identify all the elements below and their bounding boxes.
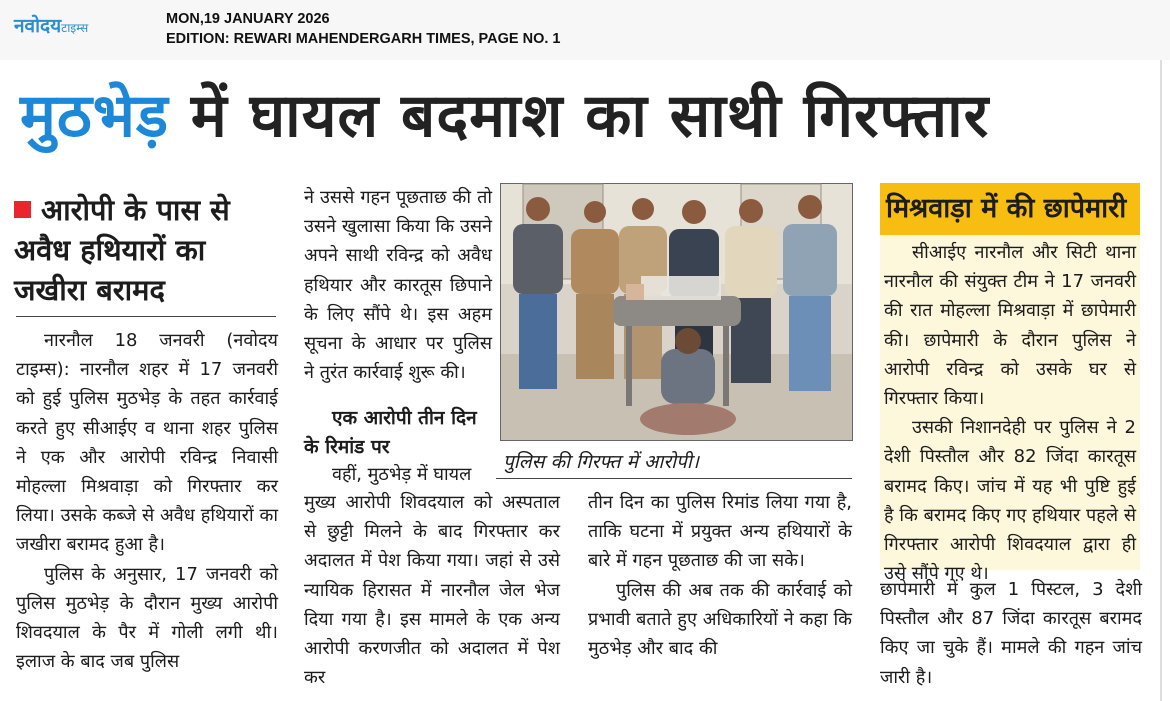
- headline-rest: में घायल बदमाश का साथी गिरफ्तार: [190, 81, 990, 151]
- left-column-body: [16, 326, 278, 696]
- headline-highlight: मुठभेड़: [20, 81, 170, 151]
- paragraph: ने उससे गहन पूछताछ की तो उसने खुलासा किया कि उसने अपने साथी रविन्द्र को अवैध हथियार और कारतूस छिपाने के लिए सौंपे थे। इस अहम सूचना के आधार पर पुलिस ने तुरंत कार्रवाई शुरू की।: [304, 187, 492, 384]
- middle-bottom-left: [304, 488, 560, 693]
- paragraph: सीआईए नारनौल और सिटी थाना नारनौल की संयुक्त टीम ने 17 जनवरी की रात मोहल्ला मिश्रवाड़ा में छापेमारी की। छापेमारी के दौरान पुलिस ने आरोपी रविन्द्र को उसके घर से गिरफ्तार किया।: [884, 242, 1136, 410]
- main-headline: [20, 78, 1150, 154]
- paragraph: तीन दिन का पुलिस रिमांड लिया गया है, ताकि घटना में प्रयुक्त अन्य हथियारों के बारे में गहन पूछताछ की जा सके।: [588, 492, 852, 572]
- top-bar: [0, 0, 1170, 60]
- police-group-photo: [501, 184, 852, 440]
- paragraph: छापेमारी में कुल 1 पिस्टल, 3 देशी पिस्तौल और 87 जिंदा कारतूस बरामद किए जा चुके हैं। मामले की गहन जांच जारी है।: [880, 579, 1142, 688]
- logo-main: नवोदय: [14, 15, 62, 37]
- left-subheadline-text: आरोपी के पास से अवैध हथियारों का जखीरा बरामद: [14, 193, 230, 307]
- paragraph: नारनौल 18 जनवरी (नवोदय टाइम्स): नारनौल शहर में 17 जनवरी को हुई पुलिस मुठभेड़ के तहत कार्रवाई करते हुए सीआईए व थाना शहर पुलिस ने एक और आरोपी रविन्द्र निवासी मोहल्ला मिश्रवाड़ा को गिरफ्तार कर लिया। उसके कब्जे से अवैध हथियारों का जखीरा बरामद हुआ है।: [16, 330, 278, 556]
- paragraph: पुलिस की अब तक की कार्रवाई को प्रभावी बताते हुए अधिकारियों ने कहा कि मुठभेड़ और बाद की: [588, 579, 852, 660]
- news-photo: [500, 183, 853, 441]
- middle-lead-in: [304, 460, 494, 490]
- paragraph: मुख्य आरोपी शिवदयाल को अस्पताल से छुट्टी मिलने के बाद गिरफ्तार कर अदालत में पेश किया गया। जहां से उसे न्यायिक हिरासत में नारनौल जेल भेज दिया गया है। इस मामले के एक अन्य आरोपी करणजीत को अदालत में पेश कर: [304, 492, 560, 689]
- paragraph: उसकी निशानदेही पर पुलिस ने 2 देशी पिस्तौल और 82 जिंदा कारतूस बरामद किए। जांच में यह भी पुष्टि हुई है कि बरामद किए गए हथियार पहले से गिरफ्तार आरोपी शिवदयाल द्वारा ही उसे सौंपे गए थे।: [884, 417, 1136, 585]
- newspaper-logo: [14, 12, 88, 38]
- paragraph: पुलिस के अनुसार, 17 जनवरी को पुलिस मुठभेड़ के दौरान मुख्य आरोपी शिवदयाल के पैर में गोली लगी थी। इलाज के बाद जब पुलिस: [16, 563, 278, 673]
- box-text: [884, 238, 1136, 585]
- red-bullet-icon: [14, 201, 31, 218]
- divider: [16, 316, 276, 317]
- middle-column-top: [304, 183, 492, 403]
- box-heading: मिश्रवाड़ा में की छापेमारी: [880, 183, 1140, 235]
- edition-info: EDITION: REWARI MAHENDERGARH TIMES, PAGE NO. 1: [166, 31, 561, 47]
- logo-sub: टाइम्स: [61, 21, 89, 35]
- photo-caption: पुलिस की गिरफ्त में आरोपी।: [503, 451, 699, 473]
- middle-subheading-text: एक आरोपी तीन दिन के रिमांड पर: [304, 407, 477, 458]
- issue-date: MON,19 JANUARY 2026: [166, 11, 330, 27]
- right-column-after-box: [880, 575, 1142, 695]
- dateline: [166, 9, 560, 49]
- caption-divider: [496, 478, 852, 479]
- paragraph: वहीं, मुठभेड़ में घायल: [332, 464, 472, 485]
- left-subheadline: [14, 190, 280, 310]
- middle-bottom-right: [588, 488, 852, 693]
- middle-subheading: [304, 404, 492, 462]
